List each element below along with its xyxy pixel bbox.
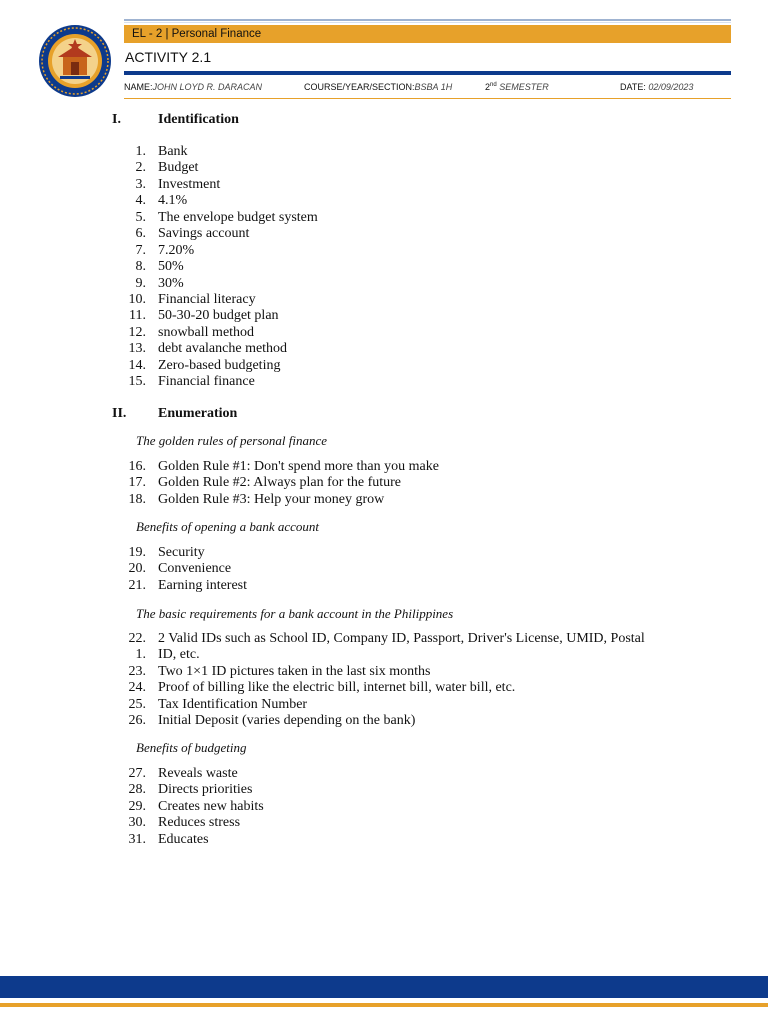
section-number: II. — [112, 406, 127, 421]
item-text: Earning interest — [158, 577, 248, 593]
top-rule-thin — [124, 22, 731, 23]
item-number: 28. — [128, 782, 146, 798]
item-text: Golden Rule #1: Don't spend more than you make — [158, 459, 439, 474]
item-text: Golden Rule #3: Help your money grow — [158, 491, 385, 507]
item-number: 2. — [135, 160, 146, 176]
course-title: EL - 2 | Personal Finance — [132, 28, 262, 40]
item-number: 8. — [135, 259, 146, 275]
item-text: Initial Deposit (varies depending on the bank) — [158, 713, 416, 729]
name-field — [124, 82, 262, 92]
item-text: Tax Identification Number — [158, 696, 308, 712]
date-field — [620, 82, 693, 92]
course-field — [304, 82, 452, 92]
top-rule — [124, 19, 731, 21]
semester-field — [485, 82, 549, 92]
footer-stripe — [0, 1003, 768, 1007]
item-text: 2 Valid IDs such as School ID, Company ID, Passport, Driver's License, UMID, Postal — [158, 631, 645, 646]
item-number: 6. — [135, 226, 146, 242]
item-text: Two 1×1 ID pictures taken in the last six months — [158, 663, 431, 679]
item-number: 25. — [128, 696, 146, 712]
course-value: BSBA 1H — [414, 82, 453, 92]
info-divider — [124, 98, 731, 99]
item-number: 20. — [128, 561, 146, 577]
item-text: The envelope budget system — [158, 209, 318, 225]
item-number: 5. — [135, 209, 146, 225]
item-number: 26. — [128, 713, 146, 729]
item-text: Budget — [158, 160, 199, 176]
item-number: 22. — [128, 631, 146, 646]
semester-label: SEMESTER — [499, 82, 549, 92]
name-value: JOHN LOYD R. DARACAN — [152, 82, 263, 92]
course-label: COURSE/YEAR/SECTION: — [304, 82, 415, 92]
subheading-golden-rules: The golden rules of personal finance — [136, 433, 328, 448]
semester-suffix: nd — [490, 82, 497, 88]
item-number: 24. — [128, 680, 146, 696]
date-label: DATE: — [620, 82, 646, 92]
footer-band — [0, 976, 768, 998]
section-number: I. — [112, 112, 121, 127]
item-text: Security — [158, 545, 205, 560]
item-number: 1. — [135, 144, 146, 159]
item-number: 29. — [128, 798, 146, 814]
item-text: Zero-based budgeting — [158, 357, 281, 373]
item-text: ID, etc. — [158, 647, 200, 663]
item-text: Creates new habits — [158, 798, 264, 814]
item-text: 4.1% — [158, 193, 188, 209]
item-text: 7.20% — [158, 242, 195, 258]
item-text: 50-30-20 budget plan — [158, 308, 279, 324]
item-number: 23. — [128, 663, 146, 679]
subheading-bank-benefits: Benefits of opening a bank account — [136, 519, 320, 534]
item-text: Reduces stress — [158, 815, 241, 831]
subheading-bank-requirements: The basic requirements for a bank account in the Philippines — [136, 606, 454, 621]
item-text: Directs priorities — [158, 782, 253, 798]
item-number: 30. — [128, 815, 146, 831]
item-number: 19. — [128, 545, 146, 560]
item-number: 10. — [128, 291, 146, 307]
item-text: snowball method — [158, 324, 255, 340]
item-text: Financial literacy — [158, 291, 256, 307]
item-text: Financial finance — [158, 374, 255, 390]
name-label: NAME: — [124, 82, 153, 92]
item-text: Savings account — [158, 226, 250, 242]
item-text: debt avalanche method — [158, 341, 288, 357]
course-banner — [124, 25, 731, 43]
university-seal-icon — [38, 24, 112, 98]
item-text: Bank — [158, 144, 188, 159]
header-divider — [124, 71, 731, 75]
item-number: 9. — [135, 275, 146, 291]
item-number: 16. — [128, 459, 146, 474]
item-number: 13. — [128, 341, 146, 357]
item-text: Proof of billing like the electric bill, internet bill, water bill, etc. — [158, 680, 516, 696]
section-title: Identification — [158, 112, 239, 127]
item-text: Investment — [158, 176, 221, 192]
item-text: Convenience — [158, 561, 232, 577]
item-text: Golden Rule #2: Always plan for the future — [158, 475, 402, 491]
section-title: Enumeration — [158, 406, 238, 421]
item-number: 15. — [128, 374, 146, 390]
item-text: Educates — [158, 831, 209, 847]
date-value: 02/09/2023 — [648, 82, 694, 92]
activity-title: ACTIVITY 2.1 — [125, 49, 212, 65]
item-number: 3. — [135, 176, 146, 192]
item-number: 4. — [135, 193, 146, 209]
item-number: 12. — [128, 324, 146, 340]
semester-number: 2 — [485, 82, 491, 92]
item-text: 50% — [158, 259, 184, 275]
item-number: 21. — [128, 577, 146, 593]
student-info-row — [124, 82, 731, 96]
item-number: 7. — [135, 242, 146, 258]
item-number: 14. — [128, 357, 146, 373]
item-text: Reveals waste — [158, 766, 238, 781]
item-number: 18. — [128, 491, 146, 507]
item-number: 11. — [129, 308, 146, 324]
subheading-budgeting-benefits: Benefits of budgeting — [136, 740, 247, 755]
item-number: 27. — [128, 766, 146, 781]
item-number: 1. — [135, 647, 146, 663]
item-number: 17. — [128, 475, 146, 491]
item-text: 30% — [158, 275, 184, 291]
item-number: 31. — [128, 831, 146, 847]
